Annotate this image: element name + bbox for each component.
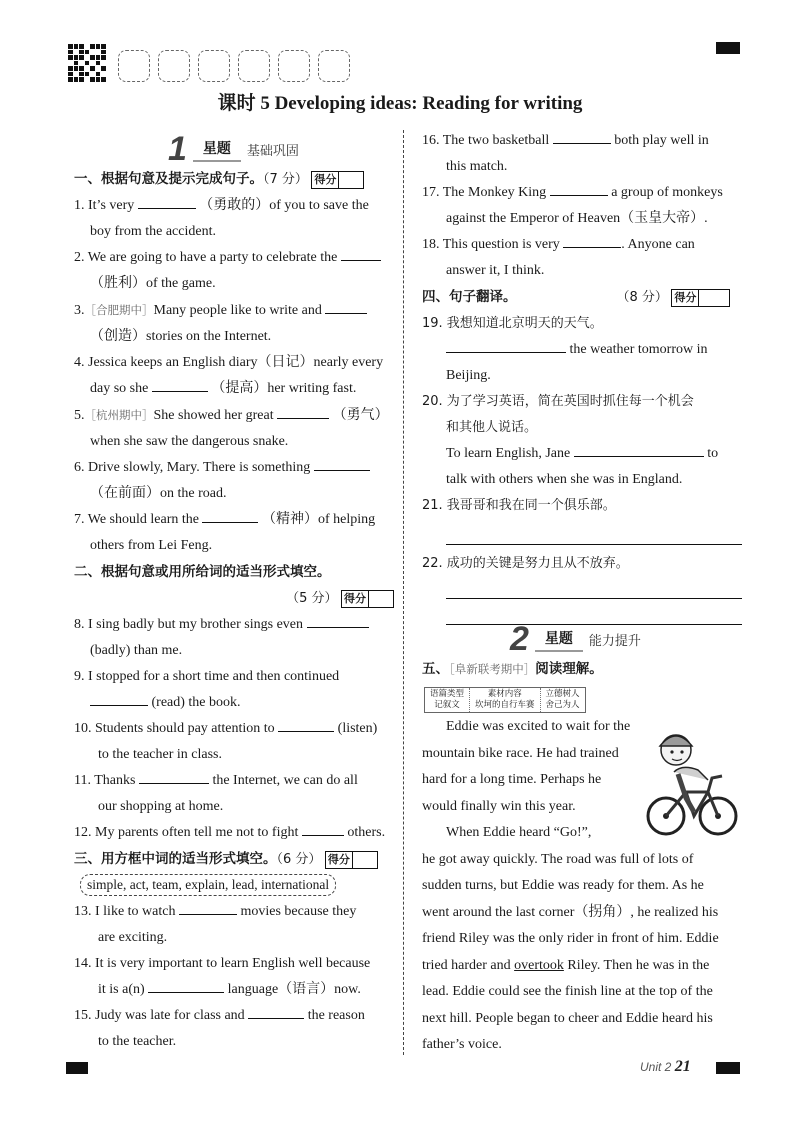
star-number: 2 [510,620,529,658]
question-15-cont [74,1029,394,1055]
passage-line: father’s voice. [422,1037,502,1052]
question-2 [74,245,394,271]
question-3 [74,297,394,324]
question-1 [74,193,394,219]
section-title: 三、用方框中词的适当形式填空。 [74,851,277,867]
passage-line: lead. Eddie could see the finish line at the top of the [422,984,713,999]
star-header-1 [168,132,299,166]
question-15 [74,1003,394,1029]
question-12 [74,820,394,846]
question-8 [74,612,394,638]
underlined-word: overtook [514,957,564,973]
passage-line: Eddie was excited to wait for the [446,719,631,734]
source-tag: ［杭州期中］ [84,408,154,422]
q-text: a group of monkeys [611,185,723,200]
column-divider [403,130,404,1055]
left-column [74,166,394,1055]
q-text: (read) the book. [151,695,241,710]
q-text: . Anyone can [621,237,695,252]
question-7 [74,507,394,533]
passage-line: hard for a long time. Perhaps he [422,772,602,787]
checkin-box [198,50,230,82]
meta-cell [541,688,585,712]
q-text: both play well in [614,133,709,148]
q-text: this match. [446,159,508,174]
passage-text: Riley. Then he was in the [567,957,710,973]
question-19-cont [422,337,742,363]
answer-blank[interactable] [563,233,621,248]
meta-key: 语篇类型 [430,689,465,699]
checkin-box [118,50,150,82]
answer-blank[interactable] [307,613,369,628]
question-11 [74,768,394,794]
question-9 [74,664,394,690]
star-subtitle: 基础巩固 [246,142,299,158]
answer-blank[interactable] [302,821,344,836]
question-20-cont [422,415,742,441]
answer-blank[interactable] [325,299,367,314]
q-text: to the teacher in class. [98,747,223,762]
passage-text: tried harder and [422,957,511,973]
q-text: day so she [90,381,149,396]
corner-mark [716,42,740,54]
q-text: Beijing. [446,368,491,383]
question-7-cont [74,533,394,559]
source-tag: ［阜新联考期中］ [449,662,536,676]
q-text: （提高）her writing fast. [211,381,357,396]
q-text: （创造）stories on the Internet. [90,329,272,344]
question-5 [74,402,394,429]
question-10 [74,716,394,742]
checkin-boxes [118,50,350,82]
q-text: 18. This question is very [422,237,560,252]
q-text: 8. I sing badly but my brother sings even [74,617,304,632]
meta-key: 立德树人 [545,689,580,699]
checkin-box [278,50,310,82]
q-text: others from Lei Feng. [90,538,213,553]
passage-line: would finally win this year. [422,798,576,814]
q-text: 15. Judy was late for class and [74,1008,245,1023]
q-text: 19. 我想知道北京明天的天气。 [422,316,603,331]
question-9-cont [74,690,394,716]
answer-blank[interactable] [202,508,258,523]
answer-blank[interactable] [277,404,329,419]
qr-code-icon [68,44,106,82]
question-17 [422,180,742,206]
question-6 [74,455,394,481]
question-21 [422,493,742,519]
question-18 [422,232,742,258]
section-points: （8 分） [616,290,668,305]
q-text: 13. I like to watch [74,904,176,919]
q-text: (badly) than me. [90,643,183,658]
question-3-cont [74,324,394,350]
source-tag: ［合肥期中］ [84,303,154,317]
question-8-cont [74,638,394,664]
section-heading [422,284,742,311]
meta-value: 舍己为人 [545,700,580,710]
question-2-cont [74,271,394,297]
q-text: 和其他人说话。 [446,420,538,435]
answer-blank[interactable] [314,456,370,471]
q-text: 11. Thanks [74,773,136,788]
section-title: 四、句子翻译。 [422,289,517,305]
q-text: 10. Students should pay attention to [74,721,275,736]
q-text: talk with others when she was in England. [446,472,683,487]
q-text: To learn English, Jane [446,446,571,461]
q-text: 3. [74,303,85,318]
section-title: 二、根据句意或用所给词的适当形式填空。 [74,564,331,580]
question-4-cont [74,376,394,402]
corner-mark [66,1062,88,1074]
section-points: （5 分） [286,591,338,606]
score-box[interactable] [311,171,364,189]
answer-blank[interactable] [446,338,566,353]
page-number: 21 [674,1058,691,1075]
q-text: against the Emperor of Heaven（玉皇大帝）. [446,211,708,226]
q-text: the reason [307,1008,365,1023]
q-text: 22. 成功的关键是努力且从不放弃。 [422,556,629,571]
q-text: the Internet, we can do all [212,773,358,788]
question-18-cont [422,258,742,284]
q-text: others. [347,825,386,840]
q-text: 6. Drive slowly, Mary. There is something [74,460,311,475]
q-text: 21. 我哥哥和我在同一个俱乐部。 [422,498,616,513]
question-6-cont [74,481,394,507]
score-box[interactable] [341,590,394,608]
passage-line: went around the last corner（拐角）, he realized his [422,904,719,920]
section-title: 阅读理解。 [535,661,603,677]
question-1-cont [74,219,394,245]
q-text: （勇气） [332,408,389,423]
answer-blank[interactable] [139,769,209,784]
answer-blank[interactable] [90,691,148,706]
footer-unit [640,1058,691,1076]
q-text: the weather tomorrow in [569,342,708,357]
reading-passage [422,714,742,1059]
question-20-cont2 [422,441,742,467]
star-header-2 [510,622,641,656]
question-4 [74,350,394,376]
meta-cell [425,688,470,712]
section-heading [74,559,394,586]
q-text: 2. We are going to have a party to celebrate the [74,250,338,265]
q-text: our shopping at home. [98,799,224,814]
section-5-heading [422,656,603,683]
q-text: 17. The Monkey King [422,185,547,200]
passage-line: friend Riley was the only rider in front of him. Eddie [422,931,719,946]
section-title: 五、 [422,661,449,677]
star-number: 1 [168,130,187,168]
q-text: 4. Jessica keeps an English diary（日记）nearly every [74,355,384,370]
q-text: （精神）of helping [261,512,376,527]
score-label: 得分 [672,290,699,306]
q-text: 1. It’s very [74,198,135,213]
q-text: to [707,446,719,461]
score-label: 得分 [326,852,353,868]
corner-mark [716,1062,740,1074]
q-text: 5. [74,408,85,423]
q-text: (listen) [337,721,378,736]
q-text: 14. It is very important to learn English well because [74,956,371,971]
question-20 [422,389,742,415]
q-text: answer it, I think. [446,263,545,278]
answer-blank[interactable] [553,129,611,144]
section-score-row [74,586,394,612]
answer-blank[interactable] [138,194,196,209]
passage-line: he got away quickly. The road was full of lots of [422,851,694,867]
question-17-cont [422,206,742,232]
unit-label: Unit 2 [640,1060,672,1074]
q-text: to the teacher. [98,1034,177,1049]
answer-blank[interactable] [278,717,334,732]
answer-blank[interactable] [248,1004,304,1019]
q-text: 20. 为了学习英语，简在英国时抓住每一个机会 [422,394,694,409]
question-20-cont3 [422,467,742,493]
checkin-box [238,50,270,82]
checkin-box [158,50,190,82]
question-16 [422,128,742,154]
question-14 [74,951,394,977]
answer-blank[interactable] [152,377,208,392]
q-text: 16. The two basketball [422,133,550,148]
question-13 [74,899,394,925]
checkin-box [318,50,350,82]
meta-key: 素材内容 [487,689,522,699]
passage-line: next hill. People began to cheer and Eddie heard his [422,1010,713,1026]
q-text: movies because they [240,904,357,919]
answer-blank[interactable] [148,978,224,993]
word-box-row [74,873,394,899]
question-10-cont [74,742,394,768]
section-title: 一、根据句意及提示完成句子。 [74,171,263,187]
question-22 [422,551,742,577]
q-text: She showed her great [153,408,274,423]
answer-blank[interactable] [341,246,381,261]
question-19-cont2 [422,363,742,389]
question-5-cont [74,429,394,455]
score-label: 得分 [342,591,369,607]
star-label: 星题 [193,136,241,162]
passage-line: sudden turns, but Eddie was ready for them. As he [422,878,704,893]
right-column [422,128,742,625]
q-text: 9. I stopped for a short time and then continued [74,669,340,684]
q-text: are exciting. [98,930,168,945]
q-text: it is a(n) [98,982,145,997]
section-points: （6 分） [276,852,322,867]
passage-line: mountain bike race. He had trained [422,745,619,761]
q-text: 12. My parents often tell me not to fight [74,825,299,840]
page-title: 课时 5 Developing ideas: Reading for writing [217,93,583,114]
q-text: （勇敢的）of you to save the [199,198,369,213]
q-text: （在前面）on the road. [90,486,227,501]
meta-cell [470,688,541,712]
q-text: Many people like to write and [153,303,322,318]
q-text: language（语言）now. [227,982,361,997]
meta-value: 记叙文 [434,700,460,710]
score-box[interactable] [325,851,378,869]
score-label: 得分 [312,172,339,188]
question-11-cont [74,794,394,820]
question-13-cont [74,925,394,951]
meta-value: 坎坷的自行车赛 [475,700,535,710]
q-text: boy from the accident. [90,224,216,239]
passage-line: When Eddie heard “Go!”, [446,825,592,840]
score-box[interactable] [671,289,730,307]
word-box: simple, act, team, explain, lead, international [80,874,336,896]
question-14-cont [74,977,394,1003]
section-heading [74,846,394,873]
answer-blank[interactable] [550,181,608,196]
question-16-cont [422,154,742,180]
question-19 [422,311,742,337]
q-text: when she saw the dangerous snake. [90,434,289,449]
q-text: （胜利）of the game. [90,276,216,291]
answer-blank[interactable] [179,900,237,915]
section-heading [74,166,394,193]
star-label: 星题 [535,626,583,652]
q-text: 7. We should learn the [74,512,199,527]
section-points: （7 分） [263,172,308,187]
star-subtitle: 能力提升 [588,632,641,648]
passage-line [422,953,742,980]
answer-blank[interactable] [574,442,704,457]
passage-meta-table [424,687,586,713]
